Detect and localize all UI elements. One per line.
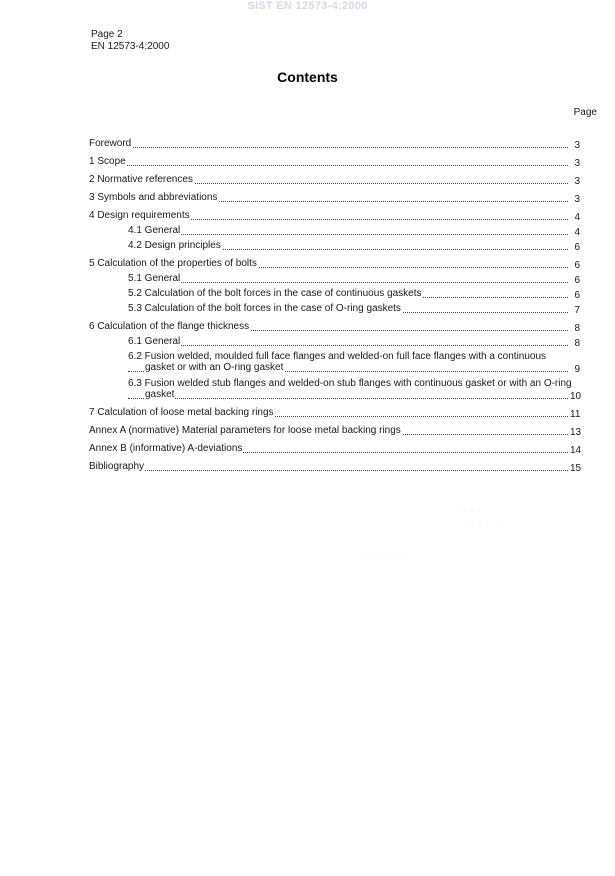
toc-label: 2 Normative references [89, 174, 193, 185]
toc-label: 1 Scope [89, 156, 126, 167]
toc-entry-design-requirements[interactable] [89, 210, 580, 221]
toc-entry-6-2[interactable] [89, 351, 580, 373]
page-title: Contents [277, 69, 338, 85]
toc-entry-foreword[interactable] [89, 138, 580, 149]
standard-id: EN 12573-4:2000 [91, 41, 170, 52]
table-of-contents [89, 138, 580, 472]
toc-entry-backing-rings[interactable] [89, 407, 580, 418]
toc-page: 8 [570, 323, 580, 334]
toc-entry-annex-a[interactable] [89, 425, 580, 436]
toc-page: 6 [570, 275, 580, 286]
toc-label: 7 Calculation of loose metal backing rings [89, 407, 274, 418]
scan-noise: · · · · [470, 520, 500, 527]
toc-page: 3 [570, 176, 580, 187]
toc-page: 6 [570, 290, 580, 301]
toc-entry-annex-b[interactable] [89, 443, 580, 454]
toc-entry-5-3[interactable] [89, 303, 580, 314]
toc-label: Annex B (informative) A-deviations [89, 443, 243, 454]
toc-entry-scope[interactable] [89, 156, 580, 167]
toc-entry-normative-references[interactable] [89, 174, 580, 185]
toc-page: 11 [570, 409, 581, 420]
scan-noise: · · · [455, 508, 476, 515]
toc-entry-bolts[interactable] [89, 258, 580, 269]
scan-noise: · · · · · · [360, 552, 406, 559]
toc-page: 13 [570, 427, 582, 438]
toc-label: 6 Calculation of the flange thickness [89, 321, 250, 332]
toc-label: Foreword [89, 138, 132, 149]
toc-label: 5.2 Calculation of the bolt forces in the case of continuous gaskets [128, 288, 422, 299]
toc-entry-5-2[interactable] [89, 288, 580, 299]
toc-page: 6 [570, 242, 580, 253]
toc-page: 7 [570, 305, 580, 316]
toc-page: 10 [570, 391, 582, 402]
toc-page: 3 [570, 194, 580, 205]
toc-label: Annex A (normative) Material parameters for loose metal backing rings [89, 425, 401, 436]
toc-label-continuation: gasket or with an O-ring gasket [145, 362, 284, 373]
toc-page: 6 [570, 260, 580, 271]
toc-page: 3 [570, 158, 580, 169]
toc-entry-symbols[interactable] [89, 192, 580, 203]
toc-label: 5.1 General [128, 273, 181, 284]
toc-page: 3 [570, 140, 580, 151]
toc-page: 14 [570, 445, 582, 456]
toc-entry-4-1[interactable] [89, 225, 580, 236]
toc-entry-flange-thickness[interactable] [89, 321, 580, 332]
toc-label: 4.2 Design principles [128, 240, 221, 251]
toc-label: 5 Calculation of the properties of bolts [89, 258, 257, 269]
toc-page: 15 [570, 463, 582, 474]
page-number: Page 2 [91, 29, 123, 40]
toc-label: 6.2 Fusion welded, moulded full face flanges and welded-on full face flanges with a continuous [128, 351, 547, 362]
toc-label: 4 Design requirements [89, 210, 190, 221]
toc-page: 4 [570, 227, 580, 238]
toc-label-continuation: gasket [145, 389, 175, 400]
toc-entry-6-1[interactable] [89, 336, 580, 347]
toc-label: 3 Symbols and abbreviations [89, 192, 218, 203]
toc-entry-6-3[interactable] [89, 378, 580, 400]
toc-entry-5-1[interactable] [89, 273, 580, 284]
watermark: SIST EN 12573-4:2000 [247, 0, 368, 12]
toc-label: 4.1 General [128, 225, 181, 236]
toc-page: 4 [570, 212, 580, 223]
toc-label: Bibliography [89, 461, 145, 472]
toc-page: 8 [570, 338, 580, 349]
toc-label: 6.3 Fusion welded stub flanges and welded-on stub flanges with continuous gasket or with an O-ring [128, 378, 572, 389]
toc-label: 5.3 Calculation of the bolt forces in the case of O-ring gaskets [128, 303, 401, 314]
toc-label: 6.1 General [128, 336, 181, 347]
toc-entry-bibliography[interactable] [89, 461, 580, 472]
page-column-label: Page [573, 107, 597, 118]
toc-page: 9 [570, 364, 580, 375]
toc-entry-4-2[interactable] [89, 240, 580, 251]
